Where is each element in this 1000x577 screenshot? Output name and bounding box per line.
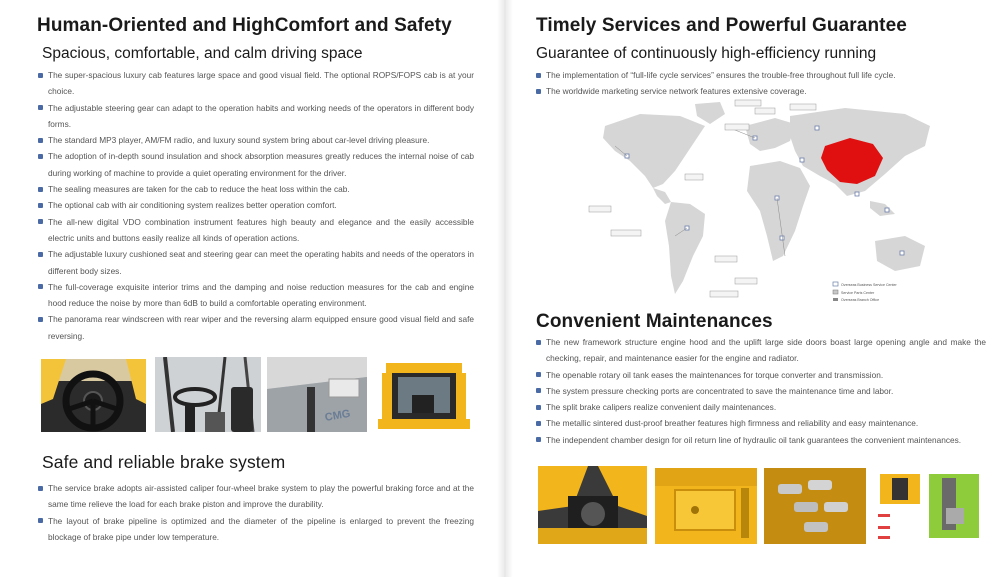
cab-logo-text: CMG bbox=[323, 407, 352, 425]
maintenance-section-title: Convenient Maintenances bbox=[536, 311, 773, 332]
list-item: The standard MP3 player, AM/FM radio, and luxury sound system bring about car-level driving pleasure. bbox=[38, 132, 474, 148]
service-features-list bbox=[536, 67, 986, 100]
list-item: The openable rotary oil tank eases the maintenances for torque converter and transmission. bbox=[536, 367, 986, 383]
cab-features-list bbox=[38, 67, 474, 344]
list-item: The implementation of “full-life cycle services” ensures the trouble-free throughout full life cycle. bbox=[536, 67, 986, 83]
list-item: The metallic sintered dust-proof breather features high firmness and reliability and easy maintenance. bbox=[536, 415, 986, 431]
right-page-title: Timely Services and Powerful Guarantee bbox=[536, 15, 907, 36]
list-item: The new framework structure engine hood and the uplift large side doors boast large opening angle and make the checking, repair, and maintenance easier for the engine and radiator. bbox=[536, 334, 986, 367]
list-item: The adjustable steering gear can adapt to the operation habits and working needs of the operators in different body forms. bbox=[38, 100, 474, 133]
left-page-title: Human-Oriented and HighComfort and Safety bbox=[37, 15, 452, 36]
cab-section-subtitle: Spacious, comfortable, and calm driving space bbox=[42, 45, 363, 62]
oil-tank-photo bbox=[655, 468, 757, 544]
list-item: The worldwide marketing service network features extensive coverage. bbox=[536, 83, 986, 99]
cab-interior-photo bbox=[155, 357, 261, 432]
maintenance-features-list bbox=[536, 334, 986, 448]
list-item: The system pressure checking ports are concentrated to save the maintenance time and labor. bbox=[536, 383, 986, 399]
list-item: The layout of brake pipeline is optimized and the diameter of the pipeline is enlarged to prevent the freezing blockage of brake pipe under low temperature. bbox=[38, 513, 474, 546]
list-item: The all-new digital VDO combination instrument features high beauty and elegance and the easily accessible electric units and buttons easily realize all kinds of operation actions. bbox=[38, 214, 474, 247]
pressure-ports-photo bbox=[764, 468, 866, 544]
list-item: The service brake adopts air-assisted caliper four-wheel brake system to play the powerful braking force and at the same time relieve the load for each brake piston and improve the durability. bbox=[38, 480, 474, 513]
list-item: The adoption of in-depth sound insulation and shock absorption measures greatly reduces the internal noise of cab during working of machine to provide a quiet operating environment for the driver. bbox=[38, 148, 474, 181]
list-item: The super-spacious luxury cab features large space and good visual field. The optional ROPS/FOPS cab is at your choice. bbox=[38, 67, 474, 100]
list-item: The independent chamber design for oil return line of hydraulic oil tank guarantees the convenient maintenances. bbox=[536, 432, 986, 448]
engine-hood-photo bbox=[538, 466, 647, 544]
breather-diagram-photo bbox=[874, 468, 986, 544]
brake-features-list bbox=[38, 480, 474, 545]
map-legend-item: Overseas Business Service Center bbox=[841, 283, 897, 287]
list-item: The optional cab with air conditioning system realizes better operation comfort. bbox=[38, 197, 474, 213]
list-item: The adjustable luxury cushioned seat and steering gear can meet the operating habits and needs of the operators in different body sizes. bbox=[38, 246, 474, 279]
list-item: The sealing measures are taken for the cab to reduce the heat loss within the cab. bbox=[38, 181, 474, 197]
list-item: The full-coverage exquisite interior trims and the damping and noise reduction measures for the cab and engine hood reduce the noise by more than 6dB to build a comfortable operating environment. bbox=[38, 279, 474, 312]
cab-ceiling-photo bbox=[267, 357, 367, 432]
cab-exterior-photo bbox=[372, 359, 475, 431]
right-page bbox=[510, 0, 1000, 577]
steering-wheel-photo bbox=[41, 359, 146, 432]
service-section-subtitle: Guarantee of continuously high-efficiency running bbox=[536, 45, 877, 62]
map-legend-item: Overseas Branch Office bbox=[841, 298, 880, 302]
brake-section-title: Safe and reliable brake system bbox=[42, 452, 286, 472]
list-item: The panorama rear windscreen with rear wiper and the reversing alarm equipped ensure good visual field and safe reversing. bbox=[38, 311, 474, 344]
list-item: The split brake calipers realize convenient daily maintenances. bbox=[536, 399, 986, 415]
world-service-map bbox=[585, 96, 945, 302]
map-legend-item: Service Parts Center bbox=[841, 291, 875, 295]
